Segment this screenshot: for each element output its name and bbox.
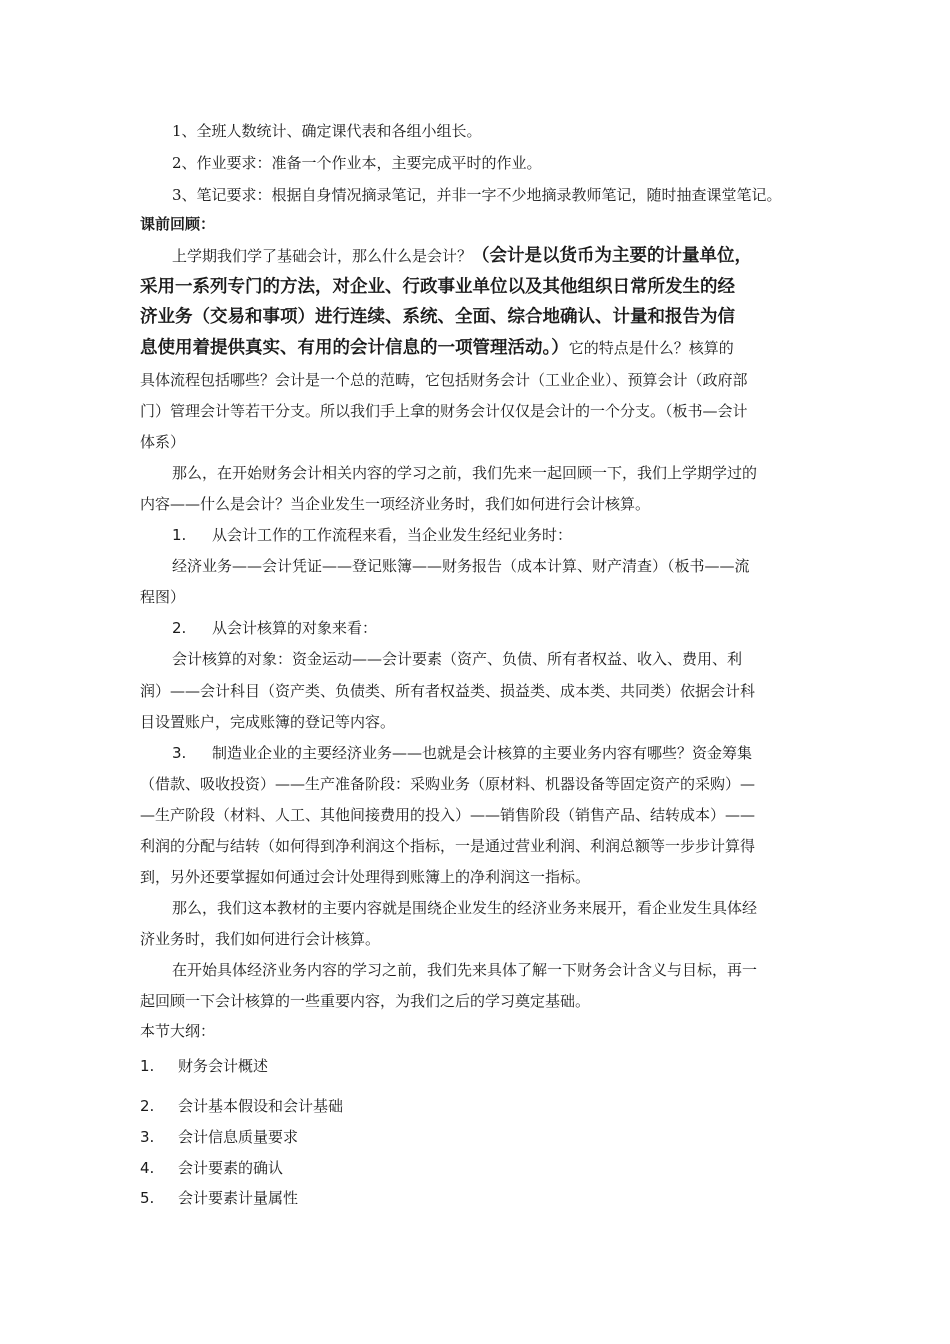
review-p3-line-1: 那么，我们这本教材的主要内容就是围绕企业发生的经济业务来展开，看企业发生具体经: [172, 899, 758, 917]
outline-item-2: [140, 1096, 343, 1116]
business-line-2: （借款、吸收投资）——生产准备阶段：采购业务（原材料、机器设备等固定资产的采购）—: [140, 775, 756, 793]
review-p1-line-5: [140, 338, 734, 358]
accounting-object-line-3: 目设置账户，完成账簿的登记等内容。: [140, 713, 396, 731]
review-p1-line-7: 门）管理会计等若干分支。所以我们手上拿的财务会计仅仅是会计的一个分支。（板书—会计: [140, 402, 748, 420]
intro-line-2: 2、作业要求：准备一个作业本，主要完成平时的作业。: [172, 154, 542, 172]
accounting-definition-1: （会计是以货币为主要的计量单位，: [472, 246, 753, 266]
accounting-definition-3: 济业务（交易和事项）进行连续、系统、全面、综合地确认、计量和报告为信: [140, 307, 735, 327]
review-p1-line-8: 体系）: [140, 433, 186, 451]
outline-item-3-number: 3.: [140, 1128, 155, 1146]
review-item-2-number: 2.: [172, 619, 187, 637]
review-p2-line-1: 那么，在开始财务会计相关内容的学习之前，我们先来一起回顾一下，我们上学期学过的: [172, 464, 758, 482]
review-item-3: [172, 743, 752, 763]
review-heading: 课前回顾：: [140, 215, 216, 233]
review-p3-line-2: 济业务时，我们如何进行会计核算。: [140, 930, 381, 948]
intro-line-1: 1、全班人数统计、确定课代表和各组小组长。: [172, 122, 482, 140]
outline-item-1-number: 1.: [140, 1057, 155, 1075]
outline-item-3: [140, 1127, 298, 1147]
review-item-1-number: 1.: [172, 526, 187, 544]
outline-item-2-text: 会计基本假设和会计基础: [178, 1097, 344, 1115]
review-p1-question: 上学期我们学了基础会计，那么什么是会计？: [172, 247, 473, 265]
business-line-3: —生产阶段（材料、人工、其他间接费用的投入）——销售阶段（销售产品、结转成本）——: [140, 806, 756, 824]
outline-item-4-number: 4.: [140, 1159, 155, 1177]
outline-item-3-text: 会计信息质量要求: [178, 1128, 299, 1146]
review-p1-line-6: 具体流程包括哪些？会计是一个总的范畴，它包括财务会计（工业企业）、预算会计（政府部: [140, 371, 748, 389]
review-p2-line-2: 内容——什么是会计？当企业发生一项经济业务时，我们如何进行会计核算。: [140, 495, 651, 513]
outline-item-1-text: 财务会计概述: [178, 1057, 269, 1075]
review-p1-features: 它的特点是什么？核算的: [568, 339, 734, 357]
workflow-line-1: 经济业务——会计凭证——登记账簿——财务报告（成本计算、财产清查）（板书——流: [172, 557, 750, 575]
business-line-4: 利润的分配与结转（如何得到净利润这个指标，一是通过营业利润、利润总额等一步步计算得: [140, 837, 756, 855]
outline-item-4-text: 会计要素的确认: [178, 1159, 284, 1177]
accounting-object-line-1: 会计核算的对象：资金运动——会计要素（资产、负债、所有者权益、收入、费用、利: [172, 650, 743, 668]
intro-line-3: 3、笔记要求：根据自身情况摘录笔记，并非一字不少地摘录教师笔记，随时抽查课堂笔记。: [172, 186, 782, 204]
outline-item-5-text: 会计要素计量属性: [178, 1189, 299, 1207]
review-item-1: [172, 525, 572, 545]
review-item-3-number: 3.: [172, 744, 187, 762]
accounting-definition-2: 采用一系列专门的方法，对企业、行政事业单位以及其他组织日常所发生的经: [140, 277, 735, 297]
outline-item-4: [140, 1158, 283, 1178]
outline-item-1: [140, 1056, 268, 1076]
outline-item-5: [140, 1188, 298, 1208]
review-p4-line-2: 起回顾一下会计核算的一些重要内容，为我们之后的学习奠定基础。: [140, 992, 591, 1010]
review-item-3-text: 制造业企业的主要经济业务——也就是会计核算的主要业务内容有哪些？资金筹集: [212, 744, 753, 762]
accounting-object-line-2: 润）——会计科目（资产类、负债类、所有者权益类、损益类、成本类、共同类）依据会计科: [140, 682, 756, 700]
accounting-definition-4: 息使用着提供真实、有用的会计信息的一项管理活动。）: [140, 338, 569, 358]
review-item-2-text: 从会计核算的对象来看：: [212, 619, 378, 637]
business-line-5: 到，另外还要掌握如何通过会计处理得到账簿上的净利润这一指标。: [140, 868, 591, 886]
review-p4-line-1: 在开始具体经济业务内容的学习之前，我们先来具体了解一下财务会计含义与目标，再一: [172, 961, 758, 979]
outline-heading: 本节大纲：: [140, 1022, 216, 1040]
review-item-2: [172, 618, 377, 638]
workflow-line-2: 程图）: [140, 588, 186, 606]
outline-item-2-number: 2.: [140, 1097, 155, 1115]
review-p1-line-1: [172, 246, 752, 266]
review-item-1-text: 从会计工作的工作流程来看，当企业发生经纪业务时：: [212, 526, 573, 544]
outline-item-5-number: 5.: [140, 1189, 155, 1207]
